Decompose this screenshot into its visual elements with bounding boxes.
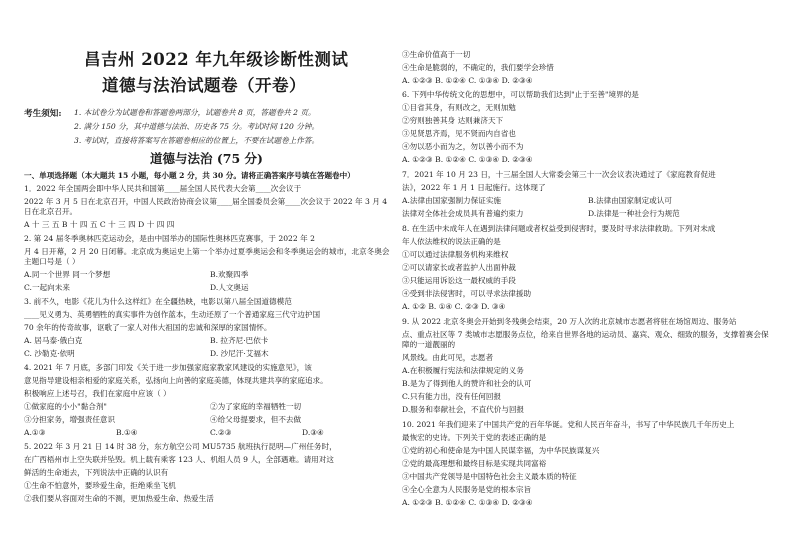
- option-b: B.①④: [116, 428, 138, 437]
- statement-4: ④全心全意为人民服务是党的根本宗旨: [402, 485, 532, 494]
- statement-4: ④受到非法侵害时，可以寻求法律援助: [402, 289, 532, 298]
- question-6: 6. 下列中华传统文化的思想中，可以帮助我们达到"止于至善"境界的是: [402, 90, 639, 99]
- question-4-text: 意见指导建设相亲相爱的家庭关系，弘扬向上向善的家庭美德，体现共建共享的家庭追求。: [24, 376, 328, 385]
- notice-line: 3. 考试时，直接将答案写在答题卷相应的位置上，不要在试题卷上作答。: [74, 136, 320, 145]
- statement-1: ①目省其身，有则改之，无则加勉: [402, 103, 516, 112]
- option-a: A.同一个世界 同一个梦想: [24, 270, 111, 279]
- option-a: A.①③: [24, 428, 46, 437]
- question-5-text: 在广西梧州市上空失联并坠毁。机上载有乘客 123 人、机组人员 9 人，全部遇难。请用对这: [24, 455, 334, 464]
- option-b: B. 拉齐尼·巴依卡: [210, 336, 269, 345]
- question-9-text: 点、重点社区等 7 类城市志愿服务点位，给来自世界各地的运动员、嘉宾、观众、细致的服务，支撑着赛会保障的一道靓丽的: [402, 330, 769, 349]
- question-8: 8. 在生活中未成年人在遇到法律问题或者权益受到侵害时，要及时寻求法律救助。下列对未成: [402, 224, 716, 233]
- options-row: A. ①②③ B. ①②④ C. ①③④ D. ②③④: [402, 498, 533, 507]
- options-row: A. ①② B. ①④ C. ②③ D. ③④: [402, 302, 506, 311]
- option-c: C. 沙勒克·依明: [24, 349, 75, 358]
- statement-2: ②党的最高理想和最终目标是实现共同富裕: [402, 459, 547, 468]
- notice-line: 2. 满分 150 分，其中道德与法治、历史各 75 分。考试时间 120 分钟。: [74, 122, 320, 131]
- option-d: D. 沙尼汗·艾福木: [210, 349, 269, 358]
- notice-line: 1. 本试卷分为试题卷和答题卷两部分，试题卷共 8 页，答题卷共 2 页。: [74, 108, 316, 117]
- question-7: 7．2021 年 10 月 23 日，十三届全国人大常委会第三十一次会议表决通过了《家庭教育促进: [402, 170, 716, 179]
- options-row: A. ①②③ B. ①②④ C. ①③④ D. ②③④: [402, 155, 533, 164]
- exam-title: 昌吉州 2022 年九年级诊断性测试: [84, 50, 349, 69]
- statement-1: ①做家庭的小小"黏合剂": [24, 402, 107, 411]
- section-heading: 一、单项选择题（本大题共 15 小题，每小题 2 分，共 30 分。请将正确答案序号填在答题卷中）: [24, 171, 355, 180]
- question-1-options: A 十 三 五 B 十 四 五 C 十 三 四 D 十 四 四: [24, 220, 175, 229]
- question-4-text: 积极响应上述号召，我们在家庭中应该（ ）: [24, 389, 171, 398]
- statement-3: ③生命价值高于一切: [402, 50, 471, 59]
- option-b: B.是为了得到他人的赞许和社会的认可: [402, 379, 532, 388]
- option-a: A.在积极履行宪法和法律规定的义务: [402, 366, 524, 375]
- statement-1: ①生命不怕意外，要珍爱生命，拒绝乘坐飞机: [24, 481, 176, 490]
- question-3: 3. 前不久，电影《花儿为什么这样红》在全疆热映，电影以第八届全国道德模范: [24, 297, 292, 306]
- question-8-text: 年人依法维权的说法正确的是: [402, 237, 501, 246]
- statement-4: ④给父母提要求，但不去做: [210, 415, 302, 424]
- question-2: 2. 第 24 届冬季奥林匹克运动会，是由中国举办的国际性奥林匹克赛事，于 2022 年 2: [24, 234, 315, 243]
- question-5-text: 鲜活的生命逝去，下列说法中正确的认识有: [24, 468, 169, 477]
- question-5: 5. 2022 年 3 月 21 日 14 时 38 分，东方航空公司 MU5735 航班执行昆明—广州任务时，: [24, 442, 337, 451]
- option-b: B.法律由国家制定或认可: [588, 196, 672, 205]
- option-c: 法律对全体社会成员具有普遍约束力: [402, 209, 524, 218]
- option-d: D.服务和奉献社会，不直代价与回报: [402, 405, 525, 414]
- option-d: D.法律是一种社会行为规范: [588, 209, 680, 218]
- option-c: C.只有能力出，没有任何回报: [402, 392, 502, 401]
- question-9-text: 风景线。由此可见，志愿者: [402, 353, 494, 362]
- question-1-text: 2022 年 3 月 5 日在北京召开，中国人民政治协商会议第____届全国委员会第____次会议于 2022 年 3 月 4 日在北京召开。: [24, 197, 388, 216]
- statement-4: ④勿以恶小而为之，勿以善小而不为: [402, 142, 524, 151]
- statement-2: ②我们要从容面对生命的不测，更加热爱生命、热爱生活: [24, 494, 214, 503]
- question-10: 10. 2021 年我们迎来了中国共产党的百年华诞。党和人民百年奋斗，书写了中华民族几千年历史上: [402, 420, 735, 429]
- exam-subtitle: 道德与法治试题卷（开卷）: [102, 76, 306, 95]
- statement-1: ①可以通过法律服务机构来维权: [402, 250, 509, 259]
- option-a: A.法律由国家强制力保证实施: [402, 196, 502, 205]
- question-4: 4. 2021 年 7 月底，多部门印发《关于进一步加强家庭家教家风建设的实施意见》，该: [24, 363, 312, 372]
- option-a: A. 居马泰·俄白克: [24, 336, 83, 345]
- statement-3: ③分担家务，增强责任意识: [24, 415, 116, 424]
- statement-4: ④生命是脆弱的，不确定的，我们要学会珍惜: [402, 63, 554, 72]
- question-3-text: 70 余年的传奇故事，讴歌了一家人对伟大祖国的忠诚和深厚的家国情怀。: [24, 323, 272, 332]
- option-b: B.欢聚四季: [210, 270, 249, 279]
- statement-3: ③只能运用诉讼这一最权威的手段: [402, 276, 516, 285]
- option-d: D.人文奥运: [210, 283, 249, 292]
- statement-2: ②穷则独善其身 达则兼济天下: [402, 116, 504, 125]
- question-9: 9. 从 2022 北京冬奥会开始到冬残奥会结束，20 万人次的北京城市志愿者将驻在场馆周边、服务站: [402, 317, 737, 326]
- subject-heading: 道德与法治 (75 分): [150, 151, 263, 166]
- notice-label: 考生须知:: [24, 109, 62, 119]
- statement-2: ②可以请家长或者监护人出面仲裁: [402, 263, 516, 272]
- statement-2: ②为了家庭的幸福牺牲一切: [210, 402, 302, 411]
- option-c: C.②③: [210, 428, 232, 437]
- question-10-text: 最恢宏的史诗。下列关于党的表述正确的是: [402, 433, 547, 442]
- option-c: C.一起向未来: [24, 283, 70, 292]
- question-1: 1．2022 年全国两会即中华人民共和国第____届全国人民代表大会第____次会议于: [24, 184, 302, 193]
- question-3-text: ____见义勇为、英勇牺牲的真实事件为创作蓝本，生动还原了一个普通家庭三代守边护国: [24, 310, 321, 319]
- statement-3: ③中国共产党领导是中国特色社会主义最本质的特征: [402, 472, 577, 481]
- options-row: A. ①②③ B. ①②④ C. ①③④ D. ②③④: [402, 76, 533, 85]
- statement-3: ③见贤思齐焉，见不贤而内自省也: [402, 129, 516, 138]
- question-7-text: 法》，2022 年 1 月 1 日起施行。这体现了: [402, 183, 546, 192]
- question-2-text: 月 4 日开幕，2 月 20 日闭幕。北京成为奥运史上第一个举办过夏季奥运会和冬季奥运会的城市，北京冬奥会主题口号是（ ）: [24, 247, 390, 266]
- statement-1: ①党的初心和使命是为中国人民谋幸福，为中华民族谋复兴: [402, 446, 600, 455]
- option-d: D.③④: [302, 428, 324, 437]
